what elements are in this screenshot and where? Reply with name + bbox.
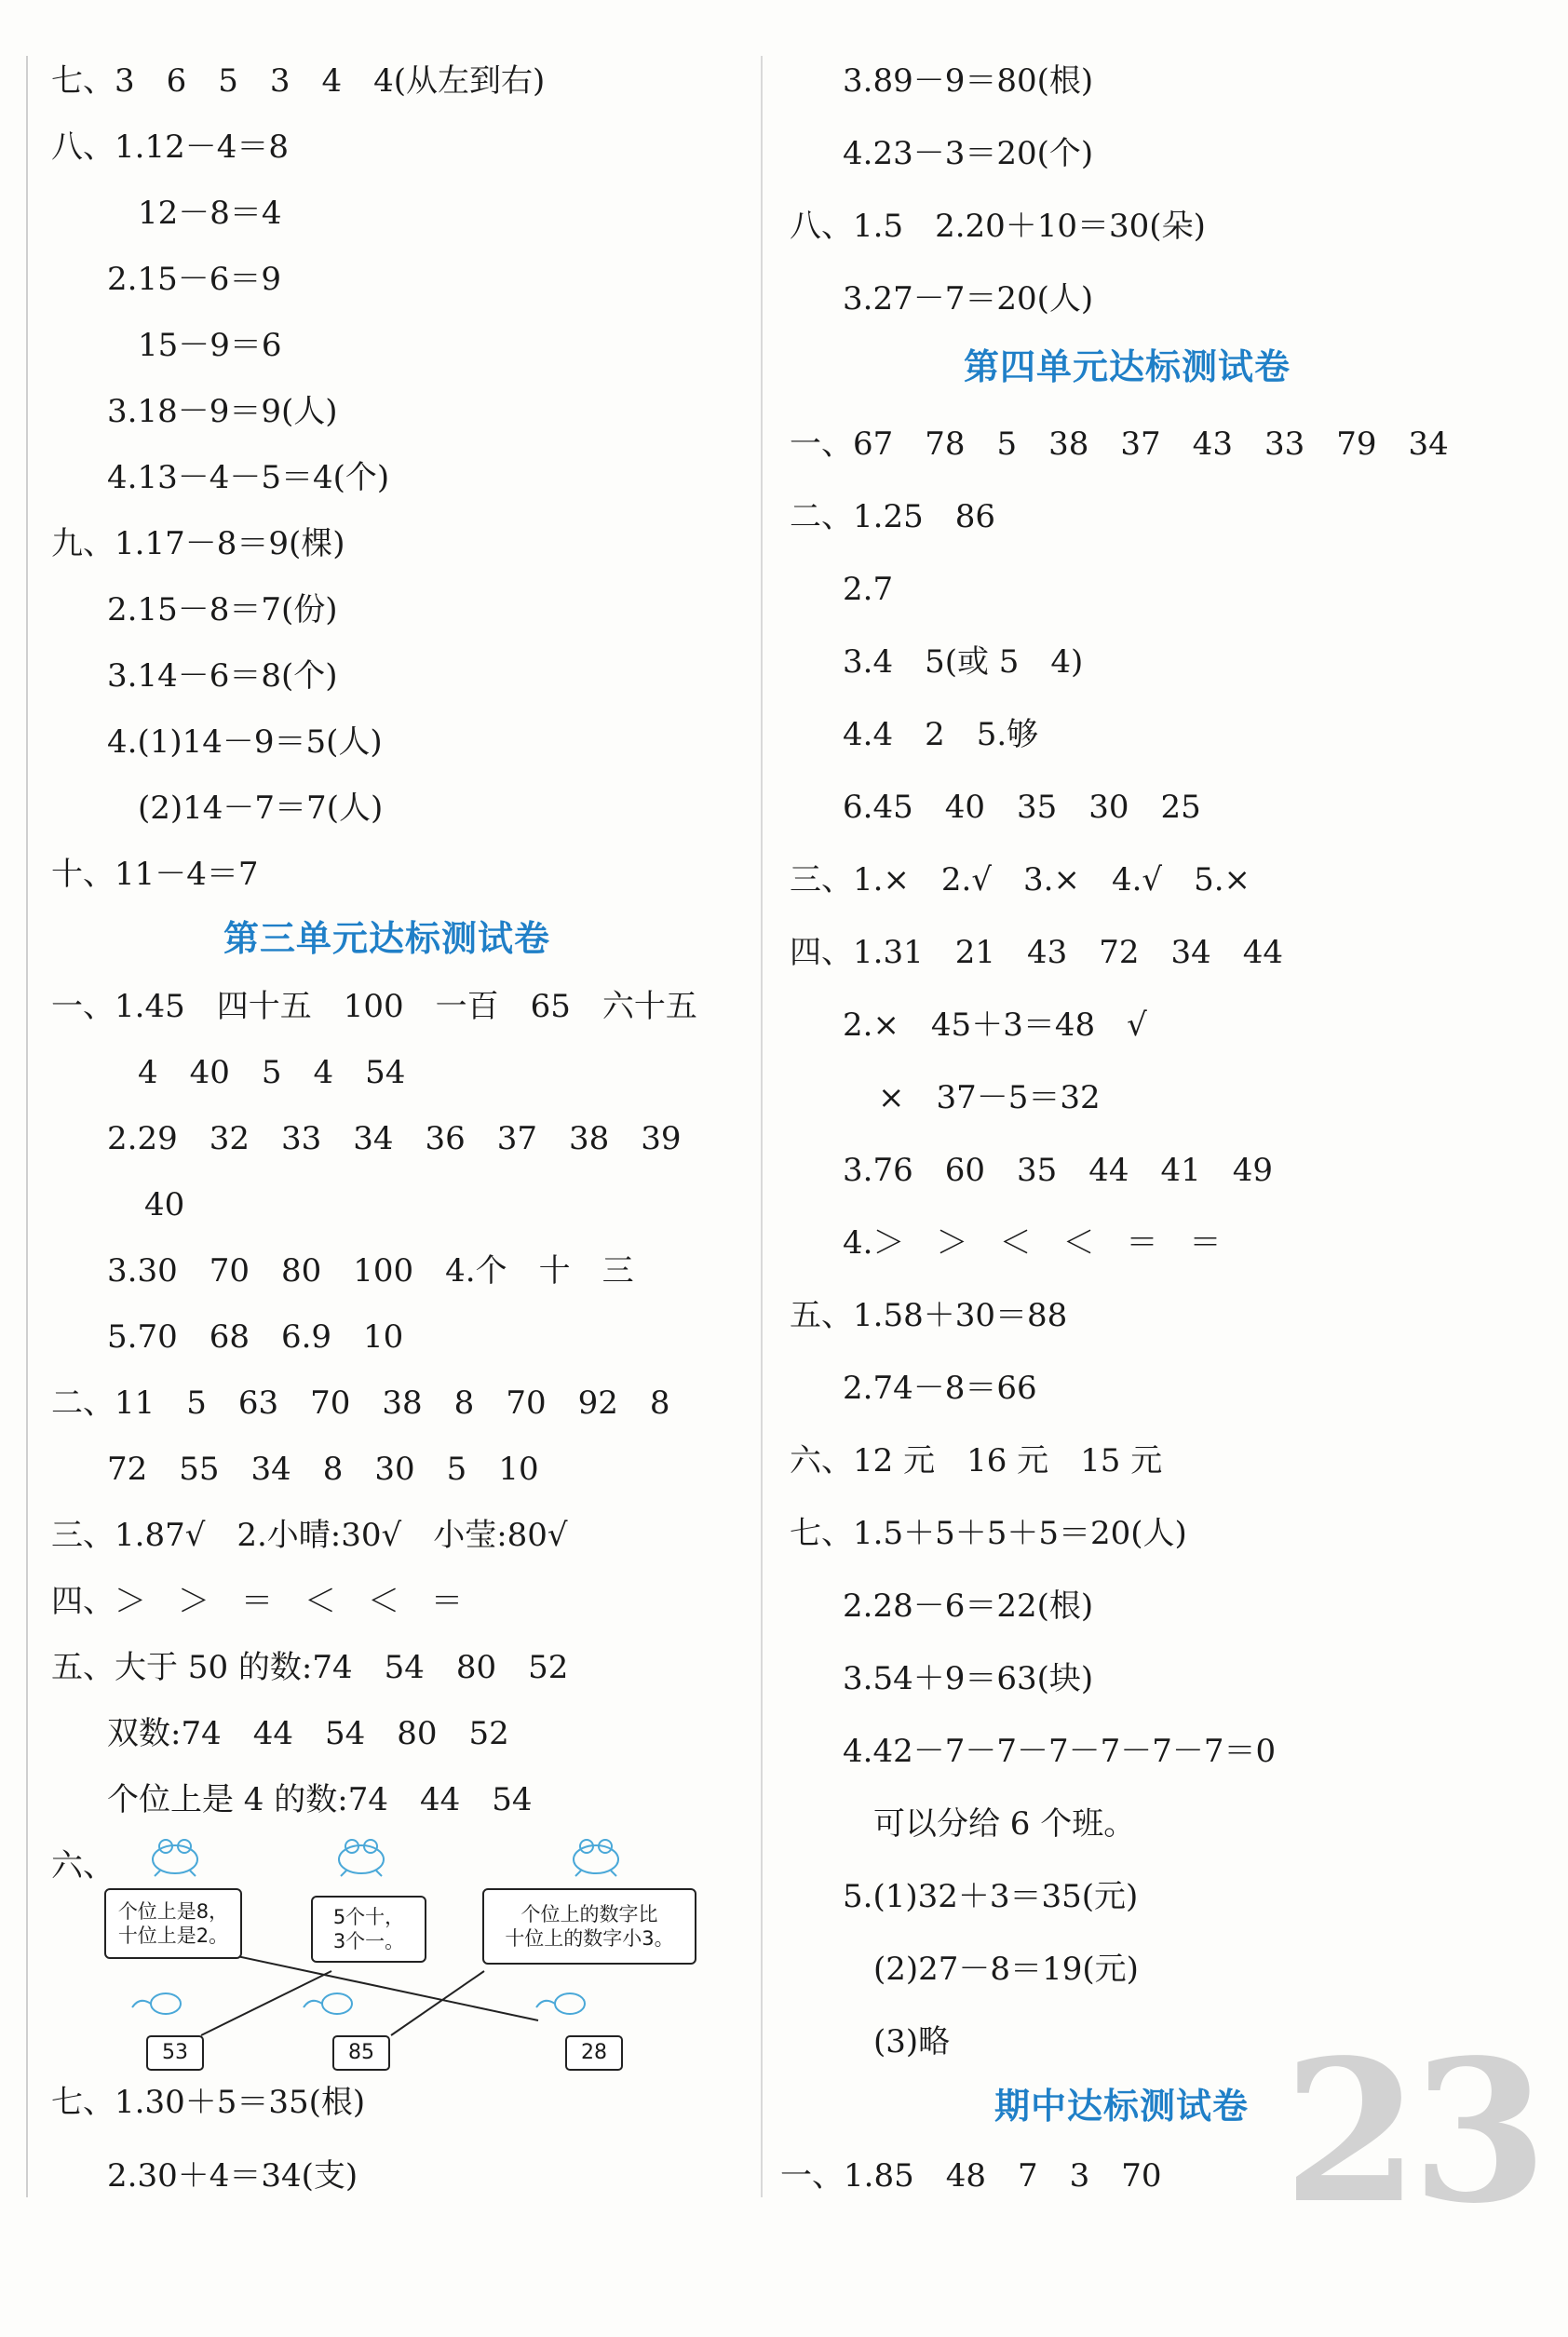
match-number-2: 85 (332, 2035, 390, 2071)
match-box-1: 个位上是8， 十位上是2。 (104, 1888, 242, 1959)
answer-line: 三、1.87√ 2.小晴:30√ 小莹:80√ (51, 1517, 568, 1554)
answer-line: (3)略 (873, 2023, 951, 2060)
answer-line: 八、1.12－4＝8 (51, 128, 289, 166)
answer-line: 4.4 2 5.够 (843, 716, 1039, 753)
answer-line: 2.30＋4＝34(支) (107, 2157, 358, 2195)
answer-line: 4.(1)14－9＝5(人) (107, 723, 383, 761)
answer-line: 三、1.× 2.√ 3.× 4.√ 5.× (790, 861, 1250, 898)
answer-line: 3.30 70 80 100 4.个 十 三 (107, 1252, 634, 1290)
answer-line: × 37－5＝32 (878, 1079, 1101, 1116)
answer-line: 七、3 6 5 3 4 4(从左到右) (51, 62, 546, 100)
answer-line: 3.89－9＝80(根) (843, 62, 1094, 100)
answer-line: 3.4 5(或 5 4) (843, 643, 1084, 681)
answer-line: 2.× 45＋3＝48 √ (843, 1006, 1147, 1044)
answer-line: 72 55 34 8 30 5 10 (107, 1451, 539, 1488)
section-heading-unit3: 第三单元达标测试卷 (223, 917, 551, 959)
tadpole-icon (304, 1993, 352, 2014)
frog-icon (339, 1840, 384, 1876)
answer-line: 4.42－7－7－7－7－7－7＝0 (843, 1733, 1277, 1770)
answer-line: 15－9＝6 (138, 327, 282, 364)
answer-line: 双数:74 44 54 80 52 (107, 1715, 509, 1752)
answer-line: 七、1.30＋5＝35(根) (51, 2084, 366, 2121)
answer-line: 二、11 5 63 70 38 8 70 92 8 (51, 1385, 670, 1422)
answer-line: 十、11－4＝7 (51, 856, 259, 893)
answer-line: 4.13－4－5＝4(个) (107, 459, 390, 496)
answer-line: 4 40 5 4 54 (138, 1054, 406, 1091)
match-box-3: 个位上的数字比 十位上的数字小3。 (482, 1888, 696, 1965)
answer-line: 二、1.25 86 (790, 498, 995, 535)
answer-line: 八、1.5 2.20＋10＝30(朵) (790, 208, 1206, 245)
answer-line: 40 (144, 1186, 185, 1223)
answer-line: 12－8＝4 (138, 195, 282, 232)
section-heading-midterm: 期中达标测试卷 (994, 2085, 1250, 2127)
answer-line: 2.15－8＝7(份) (107, 591, 338, 628)
answer-line: 3.54＋9＝63(块) (843, 1660, 1094, 1697)
answer-line: 4.23－3＝20(个) (843, 135, 1094, 172)
answer-line: 6.45 40 35 30 25 (843, 789, 1201, 826)
answer-line: 2.29 32 33 34 36 37 38 39 (107, 1120, 682, 1157)
tadpole-icon (132, 1993, 181, 2014)
answer-line: 五、1.58＋30＝88 (790, 1297, 1068, 1334)
match-line-2 (391, 1971, 484, 2035)
answer-line: 四、1.31 21 43 72 34 44 (790, 934, 1284, 971)
match-number-1: 53 (146, 2035, 204, 2071)
match-number-3: 28 (565, 2035, 623, 2071)
answer-line: 可以分给 6 个班。 (873, 1805, 1136, 1843)
section-heading-unit4: 第四单元达标测试卷 (964, 345, 1291, 387)
answer-line: 2.28－6＝22(根) (843, 1587, 1094, 1625)
answer-line: 一、67 78 5 38 37 43 33 79 34 (790, 426, 1449, 463)
answer-line: 2.15－6＝9 (107, 261, 281, 298)
answer-line: 3.14－6＝8(个) (107, 657, 338, 695)
answer-line: 个位上是 4 的数:74 44 54 (107, 1781, 533, 1818)
answer-line: 五、大于 50 的数:74 54 80 52 (51, 1649, 569, 1686)
frog-icon (153, 1840, 197, 1876)
answer-line: 六、12 元 16 元 15 元 (790, 1442, 1163, 1479)
answer-line: (2)14－7＝7(人) (138, 790, 384, 827)
match-line-1 (201, 1971, 331, 2035)
match-line-3 (233, 1955, 538, 2020)
answer-line: 七、1.5＋5＋5＋5＝20(人) (790, 1515, 1187, 1552)
answer-line: 一、1.85 48 7 3 70 (780, 2157, 1162, 2195)
answer-line: 3.18－9＝9(人) (107, 393, 338, 430)
answer-line: 3.76 60 35 44 41 49 (843, 1152, 1274, 1189)
answer-line: 5.70 68 6.9 10 (107, 1318, 404, 1356)
answer-line: 六、 (51, 1847, 115, 1884)
answer-line: 4.＞ ＞ ＜ ＜ ＝ ＝ (843, 1224, 1222, 1262)
answer-line: 2.7 (843, 571, 894, 608)
frog-icon (574, 1840, 618, 1876)
match-box-2: 5个十， 3个一。 (311, 1896, 426, 1963)
answer-line: (2)27－8＝19(元) (873, 1951, 1139, 1988)
page-number: 23 (1283, 2017, 1541, 2247)
answer-line: 5.(1)32＋3＝35(元) (843, 1878, 1139, 1915)
answer-line: 2.74－8＝66 (843, 1370, 1037, 1407)
answer-line: 九、1.17－8＝9(棵) (51, 525, 345, 562)
answer-line: 四、＞ ＞ ＝ ＜ ＜ ＝ (51, 1583, 463, 1620)
answer-line: 一、1.45 四十五 100 一百 65 六十五 (51, 988, 697, 1025)
answer-line: 3.27－7＝20(人) (843, 280, 1094, 317)
tadpole-icon (536, 1993, 585, 2014)
